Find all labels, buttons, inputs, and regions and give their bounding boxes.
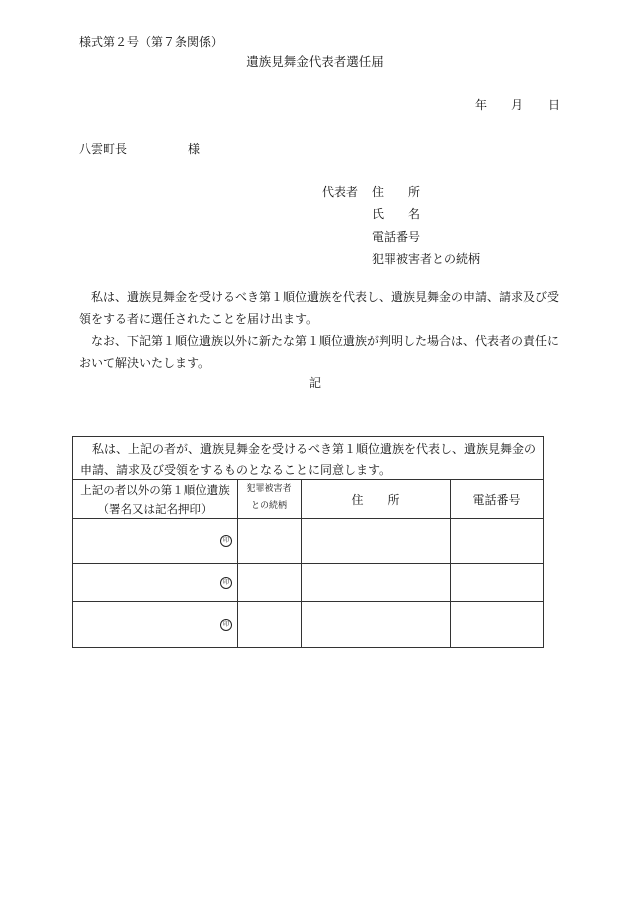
phone-cell[interactable] bbox=[451, 519, 543, 563]
representative-address-label bbox=[372, 186, 420, 198]
address-char-1: 住 bbox=[372, 185, 385, 199]
date-month-label: 月 bbox=[511, 98, 524, 112]
consent-statement: 私は、上記の者が、遺族見舞金を受けるべき第１順位遺族を代表し、遺族見舞金の申請、請求及び受領をするものとなることに同意します。 bbox=[80, 442, 537, 477]
address-cell[interactable] bbox=[302, 602, 450, 647]
document-title: 遺族見舞金代表者選任届 bbox=[246, 54, 384, 69]
header-address-char-2: 所 bbox=[387, 493, 400, 507]
header-survivor-line2: （署名又は記名押印） bbox=[97, 502, 213, 516]
header-address-char-1: 住 bbox=[351, 493, 364, 507]
survivor-signature-cell[interactable] bbox=[73, 602, 237, 647]
table-divider bbox=[73, 479, 543, 480]
header-survivor bbox=[73, 481, 237, 519]
relation-cell[interactable] bbox=[238, 602, 301, 647]
seal-icon: 印 bbox=[220, 535, 232, 547]
header-relation-line1: 犯罪被害者 bbox=[246, 484, 292, 494]
representative-phone-label: 電話番号 bbox=[372, 230, 421, 244]
ki-heading: 記 bbox=[308, 376, 321, 390]
body-paragraph-2: なお、下記第１順位遺族以外に新たな第１順位遺族が判明した場合は、代表者の責任において解決いたします。 bbox=[79, 334, 560, 370]
date-day-label: 日 bbox=[548, 98, 561, 112]
survivor-signature-cell[interactable] bbox=[73, 519, 237, 563]
address-cell[interactable] bbox=[302, 564, 450, 601]
representative-name-label bbox=[372, 208, 420, 220]
survivor-signature-cell[interactable] bbox=[73, 564, 237, 601]
relation-cell[interactable] bbox=[238, 519, 301, 563]
seal-icon: 印 bbox=[220, 619, 232, 631]
representative-relation-label: 犯罪被害者との続柄 bbox=[372, 252, 481, 266]
header-relation bbox=[237, 481, 301, 515]
representative-label: 代表者 bbox=[322, 185, 359, 199]
address-char-2: 所 bbox=[408, 185, 421, 199]
addressee-name: 八雲町長 bbox=[79, 142, 128, 156]
header-survivor-line1: 上記の者以外の第１順位遺族 bbox=[80, 483, 230, 497]
consent-table bbox=[72, 436, 544, 648]
date-year-label: 年 bbox=[475, 98, 488, 112]
name-char-2: 名 bbox=[408, 207, 421, 221]
form-number: 様式第２号（第７条関係） bbox=[79, 35, 224, 49]
name-char-1: 氏 bbox=[372, 207, 385, 221]
address-cell[interactable] bbox=[302, 519, 450, 563]
seal-icon: 印 bbox=[220, 577, 232, 589]
phone-cell[interactable] bbox=[451, 564, 543, 601]
body-paragraph-1: 私は、遺族見舞金を受けるべき第１順位遺族を代表し、遺族見舞金の申請、請求及び受領をする者に選任されたことを届け出ます。 bbox=[79, 290, 560, 326]
addressee-honorific: 様 bbox=[188, 142, 201, 156]
phone-cell[interactable] bbox=[451, 602, 543, 647]
header-address bbox=[301, 492, 450, 509]
header-phone: 電話番号 bbox=[472, 493, 521, 507]
header-relation-line2: との続柄 bbox=[250, 501, 287, 512]
relation-cell[interactable] bbox=[238, 564, 301, 601]
